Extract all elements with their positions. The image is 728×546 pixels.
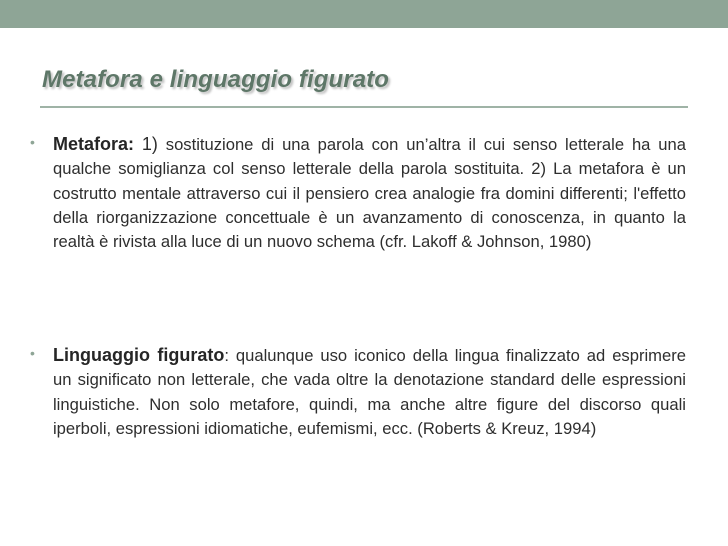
bullet-number: 1) (141, 134, 158, 154)
bullet-marker: • (30, 345, 35, 361)
bullet-body: sostituzione di una parola con un’altra il cui senso letterale ha una qualche somiglianza col senso letterale della parola sostituita. 2) La metafora è un costrutto mentale attraverso cui il pensiero crea analogie fra domini differenti; l'effetto della riorganizzazione concettuale è un avanzamento di conoscenza, in quanto la realtà è rivista alla luce di un nuovo schema (cfr. Lakoff & Johnson, 1980) (53, 135, 686, 252)
bullet-metafora (30, 132, 686, 254)
bullet-text (53, 343, 686, 441)
bullet-marker: • (30, 134, 35, 150)
bullet-colon: : (224, 346, 229, 365)
bullet-text (53, 132, 686, 254)
bullet-term: Linguaggio figurato (53, 345, 225, 365)
bullet-body: qualunque uso iconico della lingua finalizzato ad esprimere un significato non letterale, che vada oltre la denotazione standard delle espressioni linguistiche. Non solo metafore, quindi, ma anche altre figure del discorso quali iperboli, espressioni idiomatiche, eufemismi, ecc. (Roberts & Kreuz, 1994) (53, 346, 686, 438)
bullet-linguaggio-figurato (30, 343, 686, 441)
slide-title: Metafora e linguaggio figurato (42, 66, 390, 93)
bullet-term: Metafora: (53, 134, 135, 154)
title-divider (40, 106, 688, 108)
top-accent-bar (0, 0, 728, 28)
